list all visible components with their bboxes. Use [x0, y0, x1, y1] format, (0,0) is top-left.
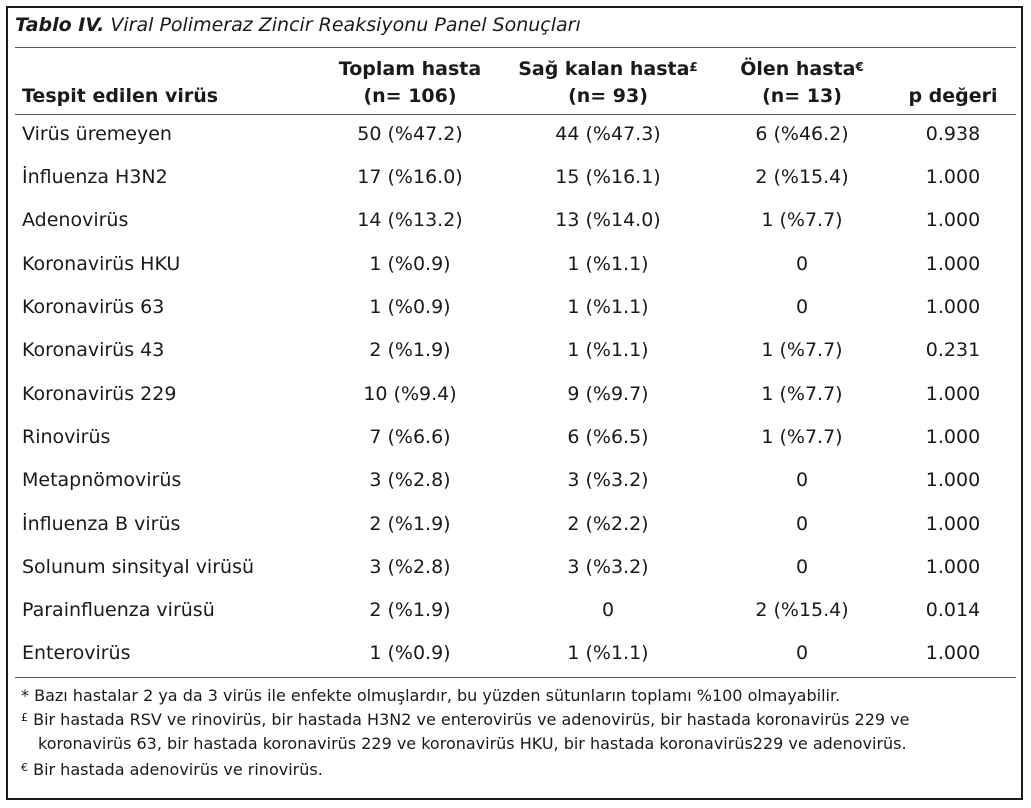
cell-pvalue: 1.000	[925, 383, 981, 405]
cell-survived: 13 (%14.0)	[555, 209, 661, 231]
cell-survived: 44 (%47.3)	[555, 123, 661, 145]
cell-survived: 9 (%9.7)	[567, 383, 649, 405]
table-row	[0, 252, 1031, 295]
header-died	[702, 56, 902, 110]
cell-total: 1 (%0.9)	[369, 253, 451, 275]
cell-total: 2 (%1.9)	[369, 339, 451, 361]
header-rule	[15, 114, 1016, 115]
cell-total: 10 (%9.4)	[363, 383, 457, 405]
cell-pvalue: 1.000	[925, 166, 981, 188]
cell-pvalue: 1.000	[925, 642, 981, 664]
cell-survived: 3 (%3.2)	[567, 556, 649, 578]
cell-died: 0	[795, 642, 809, 664]
footnote-star: * Bazı hastalar 2 ya da 3 virüs ile enfekte olmuşlardır, bu yüzden sütunların toplamı %100 olmayabilir.	[21, 686, 841, 705]
cell-virus: Metapnömovirüs	[22, 469, 182, 491]
table-row	[0, 512, 1031, 555]
cell-pvalue: 1.000	[925, 209, 981, 231]
cell-pvalue: 0.231	[925, 339, 981, 361]
footnote-euro-text: Bir hastada adenovirüs ve rinovirüs.	[33, 760, 323, 779]
cell-total: 3 (%2.8)	[369, 469, 451, 491]
header-virus: Tespit edilen virüs	[22, 85, 219, 107]
cell-pvalue: 1.000	[925, 296, 981, 318]
table-row	[0, 165, 1031, 208]
cell-survived: 1 (%1.1)	[567, 296, 649, 318]
cell-survived: 1 (%1.1)	[567, 339, 649, 361]
table-row	[0, 468, 1031, 511]
footnote-euro-mark: €	[21, 761, 28, 774]
cell-survived: 1 (%1.1)	[567, 253, 649, 275]
header-died-label-line	[702, 56, 902, 83]
header-total-n: (n= 106)	[363, 85, 457, 107]
cell-died: 1 (%7.7)	[761, 339, 843, 361]
cell-total: 7 (%6.6)	[369, 426, 451, 448]
cell-virus: Adenovirüs	[22, 209, 129, 231]
euro-footnote-mark: €	[855, 60, 864, 74]
cell-survived: 0	[601, 599, 615, 621]
cell-total: 1 (%0.9)	[369, 296, 451, 318]
header-died-label: Ölen hasta	[740, 58, 856, 80]
cell-total: 3 (%2.8)	[369, 556, 451, 578]
cell-total: 2 (%1.9)	[369, 599, 451, 621]
cell-died: 0	[795, 513, 809, 535]
cell-died: 0	[795, 556, 809, 578]
table-row	[0, 425, 1031, 468]
caption-label: Tablo IV.	[15, 14, 105, 36]
cell-survived: 2 (%2.2)	[567, 513, 649, 535]
cell-died: 2 (%15.4)	[755, 166, 849, 188]
cell-pvalue: 1.000	[925, 253, 981, 275]
cell-virus: Koronavirüs 229	[22, 383, 177, 405]
table-row	[0, 208, 1031, 251]
cell-total: 2 (%1.9)	[369, 513, 451, 535]
table-row	[0, 295, 1031, 338]
cell-died: 1 (%7.7)	[761, 426, 843, 448]
cell-virus: Parainfluenza virüsü	[22, 599, 215, 621]
cell-survived: 3 (%3.2)	[567, 469, 649, 491]
cell-total: 50 (%47.2)	[357, 123, 463, 145]
header-pvalue: p değeri	[908, 85, 998, 107]
cell-pvalue: 1.000	[925, 556, 981, 578]
footnote-pound-mark: £	[21, 711, 28, 724]
cell-virus: Koronavirüs 43	[22, 339, 165, 361]
table-row	[0, 555, 1031, 598]
header-total	[320, 56, 500, 110]
footnote-pound-text: Bir hastada RSV ve rinovirüs, bir hastada H3N2 ve enterovirüs ve adenovirüs, bir hastada koronavirüs 229 ve	[33, 710, 910, 729]
footnote-pound	[21, 708, 909, 732]
cell-died: 1 (%7.7)	[761, 383, 843, 405]
footer-rule	[15, 677, 1016, 678]
cell-pvalue: 1.000	[925, 513, 981, 535]
header-survived-label-line	[508, 56, 708, 83]
table-row	[0, 338, 1031, 381]
cell-pvalue: 1.000	[925, 426, 981, 448]
cell-virus: Koronavirüs HKU	[22, 253, 181, 275]
cell-pvalue: 0.938	[925, 123, 981, 145]
cell-virus: Enterovirüs	[22, 642, 131, 664]
header-total-label: Toplam hasta	[338, 58, 482, 80]
cell-died: 0	[795, 253, 809, 275]
footnote-euro	[21, 758, 323, 782]
cell-died: 6 (%46.2)	[755, 123, 849, 145]
cell-virus: Virüs üremeyen	[22, 123, 172, 145]
pound-footnote-mark: £	[689, 60, 698, 74]
cell-survived: 1 (%1.1)	[567, 642, 649, 664]
cell-survived: 15 (%16.1)	[555, 166, 661, 188]
cell-virus: Rinovirüs	[22, 426, 111, 448]
cell-virus: Koronavirüs 63	[22, 296, 165, 318]
header-survived	[508, 56, 708, 110]
table-row	[0, 382, 1031, 425]
cell-total: 1 (%0.9)	[369, 642, 451, 664]
cell-total: 17 (%16.0)	[357, 166, 463, 188]
header-died-n: (n= 13)	[762, 85, 842, 107]
cell-died: 0	[795, 296, 809, 318]
table-row	[0, 122, 1031, 165]
header-survived-label: Sağ kalan hasta	[518, 58, 690, 80]
cell-virus: İnfluenza H3N2	[22, 166, 168, 188]
footnote-pound-continued: koronavirüs 63, bir hastada koronavirüs 229 ve koronavirüs HKU, bir hastada koronavirüs229 ve adenovirüs.	[38, 734, 907, 753]
cell-survived: 6 (%6.5)	[567, 426, 649, 448]
cell-died: 1 (%7.7)	[761, 209, 843, 231]
cell-died: 2 (%15.4)	[755, 599, 849, 621]
cell-virus: İnfluenza B virüs	[22, 513, 181, 535]
caption-title: Viral Polimeraz Zincir Reaksiyonu Panel Sonuçları	[110, 14, 581, 36]
table-row	[0, 598, 1031, 641]
cell-died: 0	[795, 469, 809, 491]
cell-pvalue: 0.014	[925, 599, 981, 621]
table-caption	[15, 14, 581, 36]
cell-total: 14 (%13.2)	[357, 209, 463, 231]
cell-virus: Solunum sinsityal virüsü	[22, 556, 255, 578]
caption-rule	[15, 47, 1016, 48]
cell-pvalue: 1.000	[925, 469, 981, 491]
header-survived-n: (n= 93)	[568, 85, 648, 107]
